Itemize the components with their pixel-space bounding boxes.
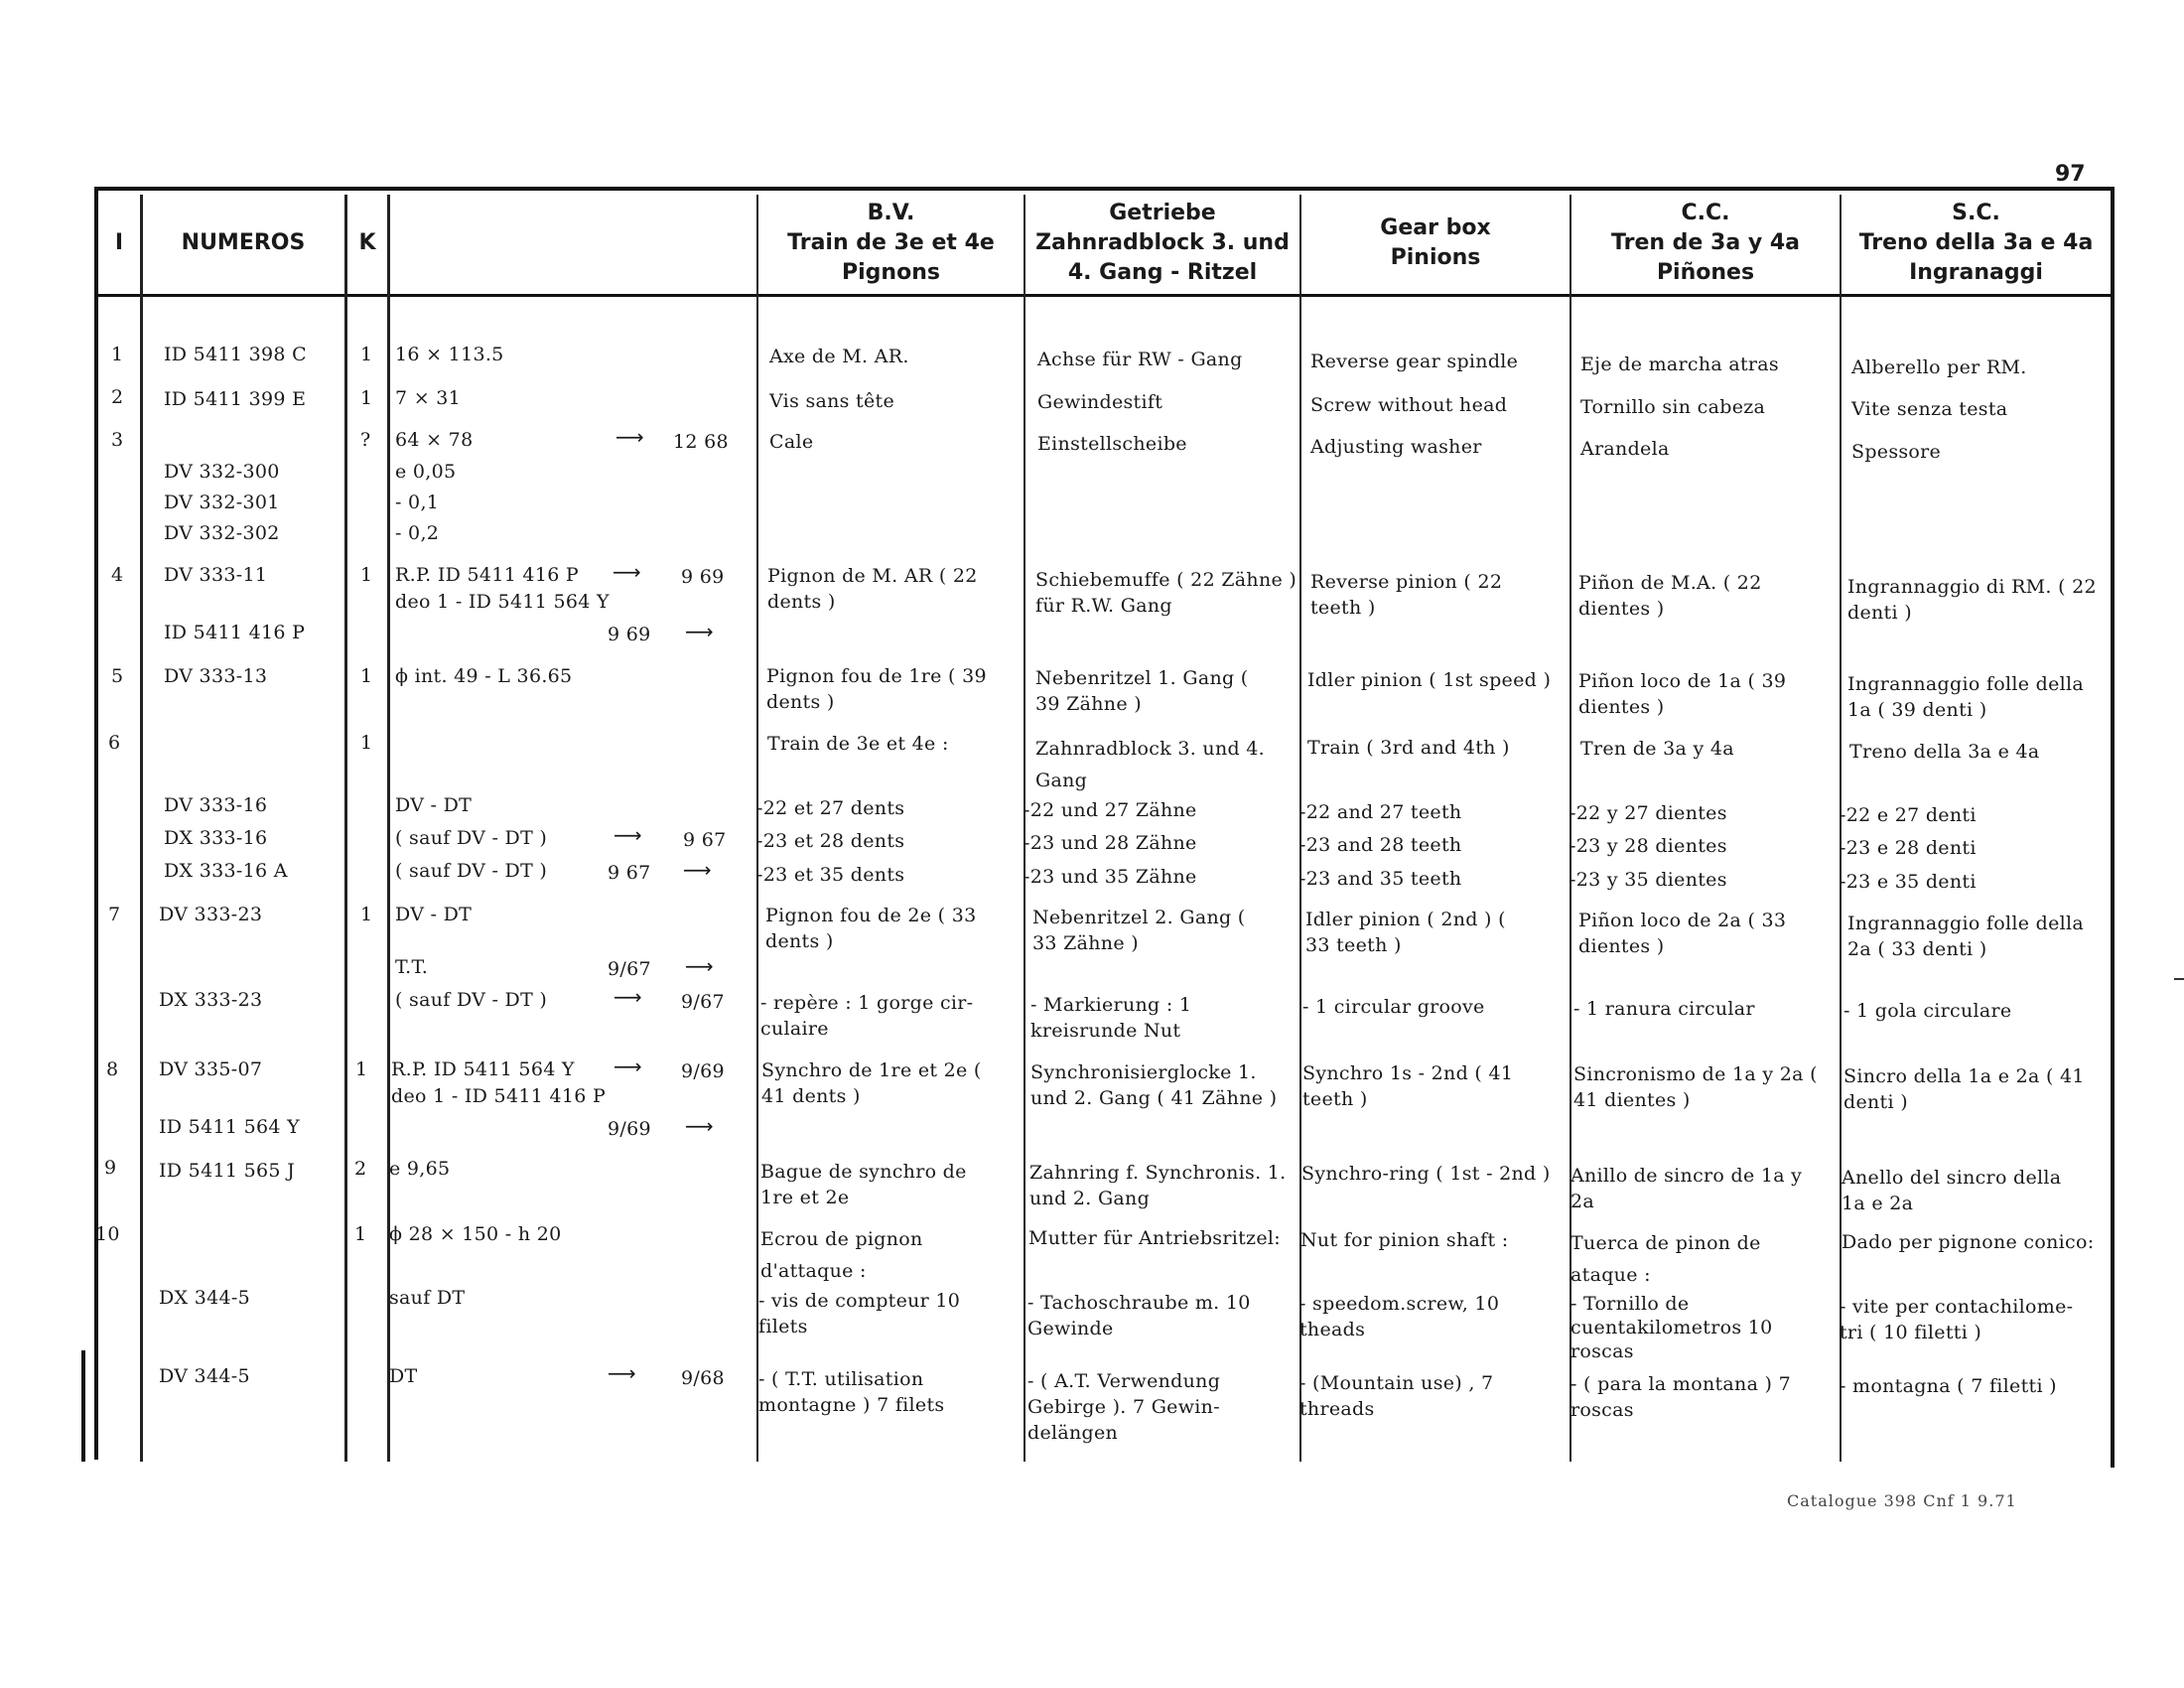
desc-en: Idler pinion ( 1st speed ) [1307, 669, 1552, 691]
row-index: 7 [108, 904, 121, 925]
desc-en: Reverse gear spindle [1310, 351, 1519, 372]
col-divider [1840, 195, 1842, 1462]
desc-de: Zahnradblock 3. und 4. Gang [1035, 738, 1266, 791]
desc-fr: -23 et 28 dents [756, 830, 905, 852]
spec: e 9,65 [389, 1158, 451, 1180]
desc-it: - vite per contachilome- tri ( 10 filetti ) [1840, 1296, 2074, 1343]
part-number: DV 332-302 [164, 522, 280, 544]
desc-en: Synchro-ring ( 1st - 2nd ) [1301, 1163, 1551, 1185]
part-number: ID 5411 399 E [164, 388, 307, 410]
desc-es: -22 y 27 dientes [1570, 802, 1727, 824]
part-number: DX 344-5 [159, 1287, 250, 1309]
row-index: 10 [95, 1223, 120, 1245]
desc-fr: Train de 3e et 4e : [767, 733, 949, 755]
spec: sauf DT [389, 1287, 466, 1309]
desc-it: Ingrannaggio di RM. ( 22 denti ) [1847, 576, 2097, 624]
desc-es: Tuerca de pinon de ataque : [1570, 1232, 1761, 1286]
quantity: 1 [355, 1058, 368, 1080]
quantity: 1 [360, 387, 373, 409]
spec: ϕ int. 49 - L 36.65 [395, 665, 573, 687]
desc-es: Tren de 3a y 4a [1580, 738, 1734, 760]
desc-es: -23 y 35 dientes [1570, 869, 1727, 891]
arrow-icon: ⟶ [685, 620, 714, 643]
part-number: DX 333-23 [159, 989, 263, 1011]
desc-de: -23 und 35 Zähne [1024, 866, 1197, 888]
page-number: 97 [2055, 162, 2086, 187]
desc-fr: - vis de compteur 10 filets [758, 1290, 961, 1337]
part-number: DV 333-23 [159, 904, 263, 925]
part-number: DV 333-13 [164, 665, 268, 687]
desc-en: Train ( 3rd and 4th ) [1307, 737, 1510, 759]
desc-it: Ingrannaggio folle della 1a ( 39 denti ) [1847, 673, 2084, 721]
desc-it-note: - 1 gola circulare [1843, 1000, 2012, 1022]
header-bv: B.V. Train de 3e et 4e Pignons [787, 201, 995, 285]
desc-es: Sincronismo de 1a y 2a ( 41 dientes ) [1573, 1063, 1818, 1111]
desc-es: Piñon loco de 1a ( 39 dientes ) [1578, 670, 1787, 718]
row-index: 4 [111, 564, 124, 586]
desc-de: Achse für RW - Gang [1037, 349, 1243, 370]
arrow-icon: ⟶ [608, 1361, 636, 1385]
row-index: 5 [111, 665, 124, 687]
desc-es: - Tornillo de cuentakilometros 10 roscas [1570, 1293, 1773, 1362]
desc-de: - ( A.T. Verwendung Gebirge ). 7 Gewin- delängen [1027, 1370, 1221, 1444]
spec: deo 1 - ID 5411 416 P [391, 1085, 607, 1107]
date: 9/68 [681, 1367, 725, 1389]
desc-en: Idler pinion ( 2nd ) ( 33 teeth ) [1305, 909, 1506, 956]
spec: DV - DT [395, 794, 473, 816]
part-number: DX 333-16 [164, 827, 268, 849]
spec: ( sauf DV - DT ) [395, 827, 548, 849]
arrow-icon: ⟶ [683, 858, 712, 882]
date: 9 69 [681, 566, 725, 588]
desc-de: Nebenritzel 2. Gang ( 33 Zähne ) [1032, 907, 1246, 954]
row-index: 3 [111, 429, 124, 451]
col-divider [140, 195, 143, 1462]
desc-es: - ( para la montana ) 7 roscas [1570, 1373, 1791, 1421]
part-number: DV 333-16 [164, 794, 268, 816]
header-rule [98, 294, 2111, 297]
row-index: 6 [108, 732, 121, 754]
desc-de: Zahnring f. Synchronis. 1. und 2. Gang [1029, 1162, 1287, 1209]
desc-fr: Ecrou de pignon d'attaque : [760, 1228, 923, 1282]
desc-es: Anillo de sincro de 1a y 2a [1570, 1165, 1803, 1212]
desc-it: Anello del sincro della 1a e 2a [1842, 1167, 2062, 1214]
footer-catalogue-ref: Catalogue 398 Cnf 1 9.71 [1787, 1491, 2017, 1510]
header-index: I [114, 230, 124, 255]
margin-mark [2174, 978, 2184, 980]
spec: - 0,1 [395, 492, 440, 513]
quantity: 2 [354, 1158, 367, 1180]
date: 9 67 [608, 862, 651, 884]
arrow-icon: ⟶ [614, 985, 642, 1009]
spec: e 0,05 [395, 461, 457, 483]
header-getriebe: Getriebe Zahnradblock 3. und 4. Gang - Ritzel [1035, 201, 1290, 285]
header-cc: C.C. Tren de 3a y 4a Piñones [1611, 201, 1800, 285]
arrow-icon: ⟶ [613, 560, 641, 584]
desc-de: Nebenritzel 1. Gang ( 39 Zähne ) [1035, 667, 1249, 715]
desc-es: Eje de marcha atras [1580, 353, 1779, 375]
date: 9 69 [608, 624, 651, 645]
desc-fr: Bague de synchro de 1re et 2e [760, 1161, 967, 1208]
desc-fr: Cale [769, 431, 814, 453]
desc-it: Vite senza testa [1851, 398, 2008, 420]
date: 12 68 [673, 431, 729, 453]
desc-en: Reverse pinion ( 22 teeth ) [1310, 571, 1503, 619]
spec: R.P. ID 5411 564 Y [391, 1058, 575, 1080]
desc-en: Synchro 1s - 2nd ( 41 teeth ) [1302, 1062, 1514, 1110]
desc-en: - (Mountain use) , 7 threads [1299, 1372, 1494, 1420]
desc-fr: Pignon fou de 2e ( 33 dents ) [765, 905, 977, 952]
frame-left-border [94, 187, 98, 1460]
frame-left-border-ext [81, 1350, 85, 1462]
header-gearbox: Gear box Pinions [1380, 215, 1491, 270]
arrow-icon: ⟶ [615, 425, 644, 449]
part-number: DV 335-07 [159, 1058, 263, 1080]
desc-en: Adjusting washer [1310, 436, 1482, 458]
desc-es: Piñon de M.A. ( 22 dientes ) [1578, 572, 1762, 620]
quantity: 1 [360, 732, 373, 754]
arrow-icon: ⟶ [614, 1055, 642, 1078]
date: 9 67 [683, 829, 727, 851]
desc-es: Piñon loco de 2a ( 33 dientes ) [1578, 910, 1787, 957]
desc-fr: Synchro de 1re et 2e ( 41 dents ) [761, 1059, 982, 1107]
date: 9/69 [681, 1060, 725, 1082]
quantity: 1 [360, 665, 373, 687]
spec: 7 × 31 [395, 387, 462, 409]
desc-en: -23 and 35 teeth [1299, 868, 1462, 890]
spec: 64 × 78 [395, 429, 474, 451]
desc-en: -23 and 28 teeth [1299, 834, 1462, 856]
arrow-icon: ⟶ [685, 1114, 714, 1138]
desc-es: Tornillo sin cabeza [1580, 396, 1766, 418]
desc-en: Screw without head [1310, 394, 1508, 416]
quantity: 1 [360, 344, 373, 365]
quantity: 1 [360, 904, 373, 925]
desc-it: Treno della 3a e 4a [1849, 741, 2040, 763]
col-divider [1024, 195, 1025, 1462]
desc-es-note: - 1 ranura circular [1573, 998, 1755, 1020]
desc-de: -23 und 28 Zähne [1024, 832, 1197, 854]
arrow-icon: ⟶ [685, 954, 714, 978]
quantity: 1 [360, 564, 373, 586]
desc-it: Alberello per RM. [1851, 356, 2027, 378]
date: 9/69 [608, 1118, 651, 1140]
desc-de: -22 und 27 Zähne [1024, 799, 1197, 821]
desc-fr: Vis sans tête [769, 390, 895, 412]
desc-fr: - ( T.T. utilisation montagne ) 7 filets [758, 1368, 945, 1416]
desc-en: Nut for pinion shaft : [1300, 1229, 1509, 1251]
spec: T.T. [395, 956, 429, 978]
spec: ( sauf DV - DT ) [395, 860, 548, 882]
desc-de-note: - Markierung : 1 kreisrunde Nut [1030, 994, 1192, 1042]
desc-it: Dado per pignone conico: [1842, 1231, 2095, 1253]
part-number: DV 344-5 [159, 1365, 250, 1387]
desc-fr: Axe de M. AR. [769, 346, 909, 367]
desc-en: - speedom.screw, 10 theads [1299, 1293, 1500, 1340]
row-index: 9 [104, 1157, 117, 1179]
desc-fr-note: - repère : 1 gorge cir- culaire [760, 992, 974, 1040]
desc-it: -23 e 35 denti [1840, 871, 1977, 893]
desc-es: Arandela [1580, 438, 1670, 460]
quantity: ? [360, 429, 371, 451]
part-number: DX 333-16 A [164, 860, 288, 882]
spec: 16 × 113.5 [395, 344, 504, 365]
desc-fr: -22 et 27 dents [756, 797, 905, 819]
part-number: ID 5411 565 J [159, 1160, 295, 1182]
frame-right-border [2111, 187, 2115, 1468]
desc-it: - montagna ( 7 filetti ) [1840, 1375, 2057, 1397]
spec: deo 1 - ID 5411 564 Y [395, 591, 610, 613]
row-index: 8 [106, 1058, 119, 1080]
spec: - 0,2 [395, 522, 440, 544]
date: 9/67 [681, 991, 725, 1013]
desc-it: Ingrannaggio folle della 2a ( 33 denti ) [1847, 913, 2084, 960]
arrow-icon: ⟶ [614, 823, 642, 847]
desc-de: Schiebemuffe ( 22 Zähne ) für R.W. Gang [1035, 569, 1297, 617]
desc-en: -22 and 27 teeth [1299, 801, 1462, 823]
desc-fr: Pignon fou de 1re ( 39 dents ) [766, 665, 987, 713]
spec: DT [389, 1365, 418, 1387]
desc-fr: Pignon de M. AR ( 22 dents ) [767, 565, 978, 613]
desc-de: - Tachoschraube m. 10 Gewinde [1027, 1292, 1251, 1339]
row-index: 1 [111, 344, 124, 365]
desc-it: Spessore [1851, 441, 1942, 463]
desc-it: -22 e 27 denti [1840, 804, 1977, 826]
header-k: K [358, 230, 376, 255]
desc-de: Gewindestift [1037, 391, 1163, 413]
desc-it: -23 e 28 denti [1840, 837, 1977, 859]
col-divider [1299, 195, 1301, 1462]
desc-de: Synchronisierglocke 1. und 2. Gang ( 41 Zähne ) [1030, 1061, 1278, 1109]
col-divider [344, 195, 347, 1462]
header-numeros: NUMEROS [181, 230, 306, 255]
part-number: ID 5411 564 Y [159, 1116, 300, 1138]
desc-fr: -23 et 35 dents [756, 864, 905, 886]
header-sc: S.C. Treno della 3a e 4a Ingranaggi [1858, 201, 2094, 285]
part-number: DV 333-11 [164, 564, 268, 586]
col-divider [387, 195, 390, 1462]
spec: ϕ 28 × 150 - h 20 [389, 1223, 562, 1245]
desc-it: Sincro della 1a e 2a ( 41 denti ) [1843, 1065, 2085, 1113]
part-number: ID 5411 398 C [164, 344, 307, 365]
desc-de: Mutter für Antriebsritzel: [1028, 1227, 1281, 1249]
desc-es: -23 y 28 dientes [1570, 835, 1727, 857]
part-number: DV 332-300 [164, 461, 280, 483]
date: 9/67 [608, 958, 651, 980]
quantity: 1 [354, 1223, 367, 1245]
spec: R.P. ID 5411 416 P [395, 564, 580, 586]
row-index: 2 [111, 386, 124, 408]
frame-top-border [94, 187, 2115, 191]
spec: DV - DT [395, 904, 473, 925]
part-number: DV 332-301 [164, 492, 280, 513]
desc-de: Einstellscheibe [1037, 433, 1187, 455]
desc-en-note: - 1 circular groove [1302, 996, 1485, 1018]
spec: ( sauf DV - DT ) [395, 989, 548, 1011]
part-number: ID 5411 416 P [164, 622, 306, 643]
